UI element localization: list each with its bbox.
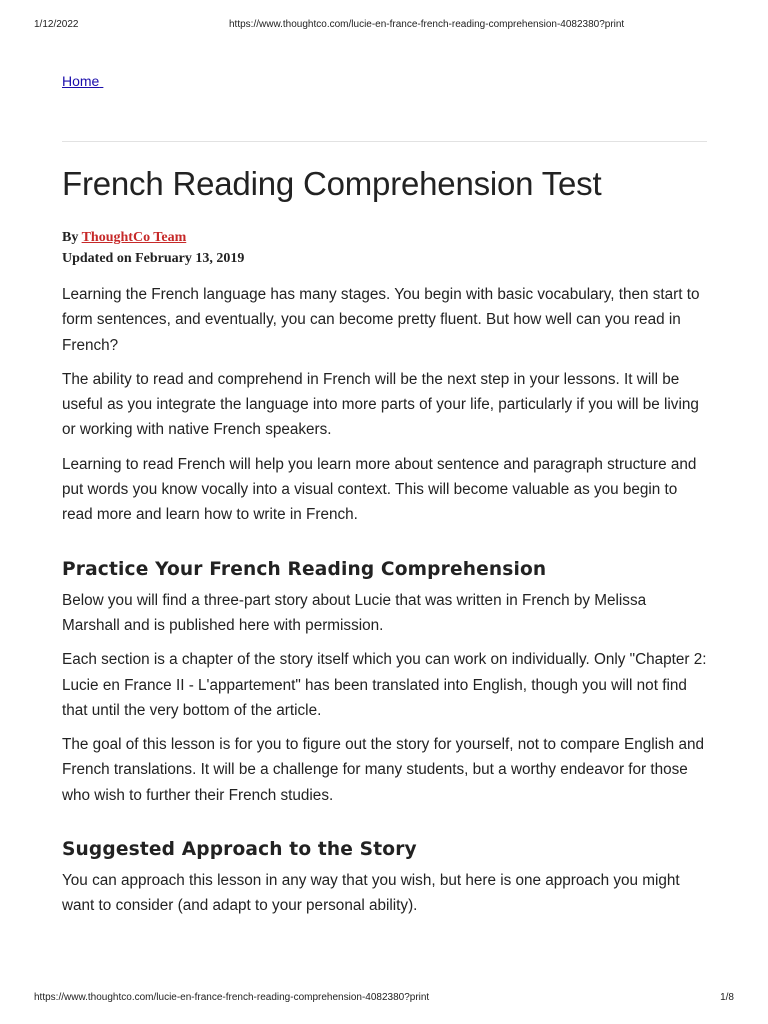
page-number: 1/8 [720,992,734,1003]
section-paragraph: You can approach this lesson in any way that you wish, but here is one approach you might want to consider (and adapt to your personal ability). [62,872,680,915]
section-heading-approach: Suggested Approach to the Story [62,839,417,861]
print-date: 1/12/2022 [34,19,79,30]
header-divider [62,141,707,142]
print-header [34,19,734,33]
updated-date: Updated on February 13, 2019 [62,251,245,266]
author-link[interactable]: ThoughtCo Team [81,230,187,245]
article-content [62,70,707,919]
section-heading-practice: Practice Your French Reading Comprehension [62,558,547,580]
print-footer [34,992,734,1006]
byline [62,227,707,248]
print-header-url: https://www.thoughtco.com/lucie-en-france-french-reading-comprehension-4082380?print [229,19,625,30]
intro-paragraph: The ability to read and comprehend in French will be the next step in your lessons. It will be useful as you integrate the language into more parts of your life, particularly if you will be living or working with native French speakers. [62,370,699,439]
page-title: French Reading Comprehension Test [62,165,602,202]
section-paragraph: The goal of this lesson is for you to figure out the story for yourself, not to compare English and French translations. It will be a challenge for many students, but a worthy endeavor for those who wish to further their French studies. [62,736,704,804]
print-footer-url: https://www.thoughtco.com/lucie-en-france-french-reading-comprehension-4082380?print [34,992,430,1003]
home-link[interactable]: Home [62,73,100,89]
section-paragraph: Each section is a chapter of the story itself which you can work on individually. Only "Chapter 2: Lucie en France II - L'appartement" has been translated into English, though you will not find that until the very bottom of the article. [62,651,707,719]
byline-prefix: By [62,230,82,245]
intro-paragraph: Learning the French language has many stages. You begin with basic vocabulary, then start to form sentences, and eventually, you can become pretty fluent. But how well can you read in French? [62,286,700,354]
section-paragraph: Below you will find a three-part story about Lucie that was written in French by Melissa Marshall and is published here with permission. [62,591,647,634]
intro-paragraph: Learning to read French will help you learn more about sentence and paragraph structure and put words you know vocally into a visual context. This will become valuable as you begin to read more and learn how to write in French. [62,455,697,524]
